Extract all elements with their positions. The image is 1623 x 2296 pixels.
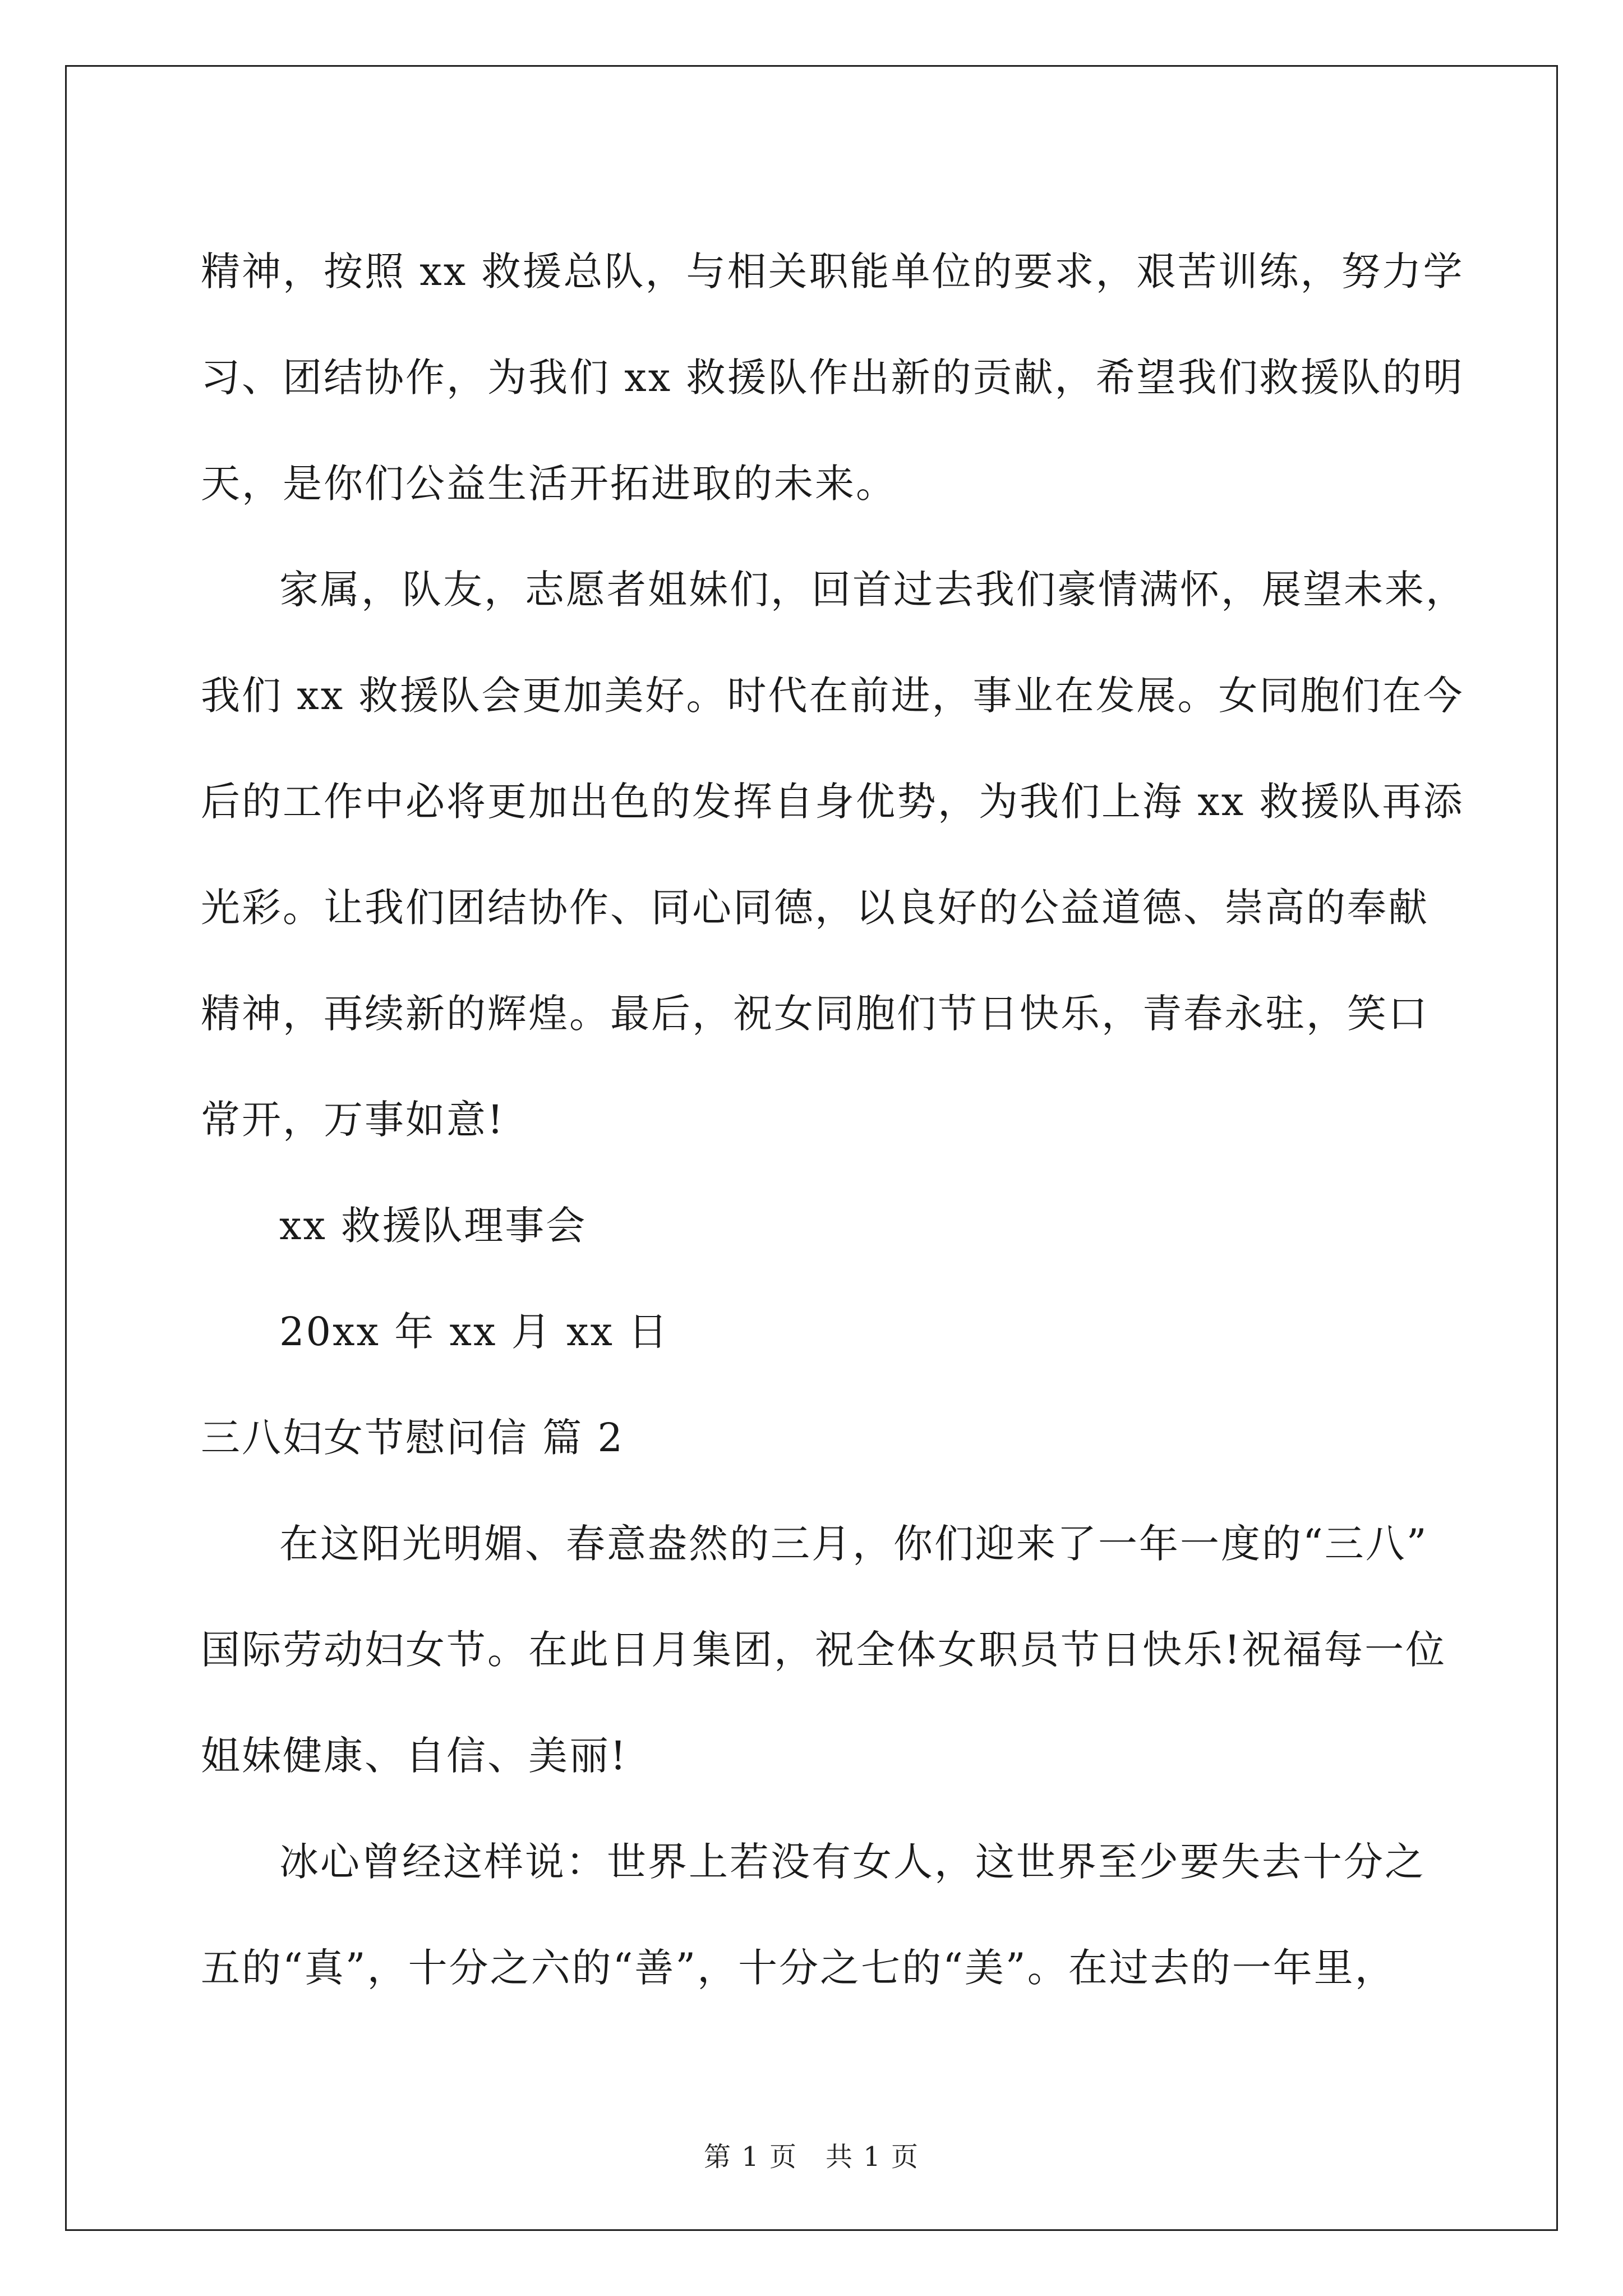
text-line: 我们 xx 救援队会更加美好。时代在前进，事业在发展。女同胞们在今 (201, 673, 1464, 719)
text-line: 常开，万事如意! (201, 1097, 505, 1143)
text-line: 习、团结协作，为我们 xx 救援队作出新的贡献，希望我们救援队的明 (201, 355, 1464, 401)
text-line: 在这阳光明媚、春意盎然的三月，你们迎来了一年一度的“三八” (279, 1521, 1428, 1567)
text-line: 精神，再续新的辉煌。最后，祝女同胞们节日快乐，青春永驻，笑口 (201, 991, 1429, 1037)
text-line: 姐妹健康、自信、美丽! (201, 1733, 628, 1779)
text-line: 光彩。让我们团结协作、同心同德，以良好的公益道德、崇高的奉献 (201, 885, 1429, 931)
signature-date: 20xx 年 xx 月 xx 日 (279, 1309, 670, 1355)
signature-org: xx 救援队理事会 (279, 1203, 587, 1249)
text-line: 精神，按照 xx 救援总队，与相关职能单位的要求，艰苦训练，努力学 (201, 249, 1464, 295)
text-line: 家属，队友，志愿者姐妹们，回首过去我们豪情满怀，展望未来， (279, 567, 1467, 613)
text-line: 五的“真”，十分之六的“善”，十分之七的“美”。在过去的一年里， (201, 1945, 1396, 1991)
page-footer: 第 1 页 共 1 页 (703, 2141, 920, 2173)
text-line: 天，是你们公益生活开拓进取的未来。 (201, 461, 897, 507)
section-heading: 三八妇女节慰问信 篇 2 (201, 1415, 625, 1461)
text-line: 后的工作中必将更加出色的发挥自身优势，为我们上海 xx 救援队再添 (201, 779, 1464, 825)
text-line: 冰心曾经这样说：世界上若没有女人，这世界至少要失去十分之 (279, 1839, 1426, 1885)
document-body (201, 219, 1467, 2021)
text-line: 国际劳动妇女节。在此日月集团，祝全体女职员节日快乐!祝福每一位 (201, 1627, 1447, 1673)
